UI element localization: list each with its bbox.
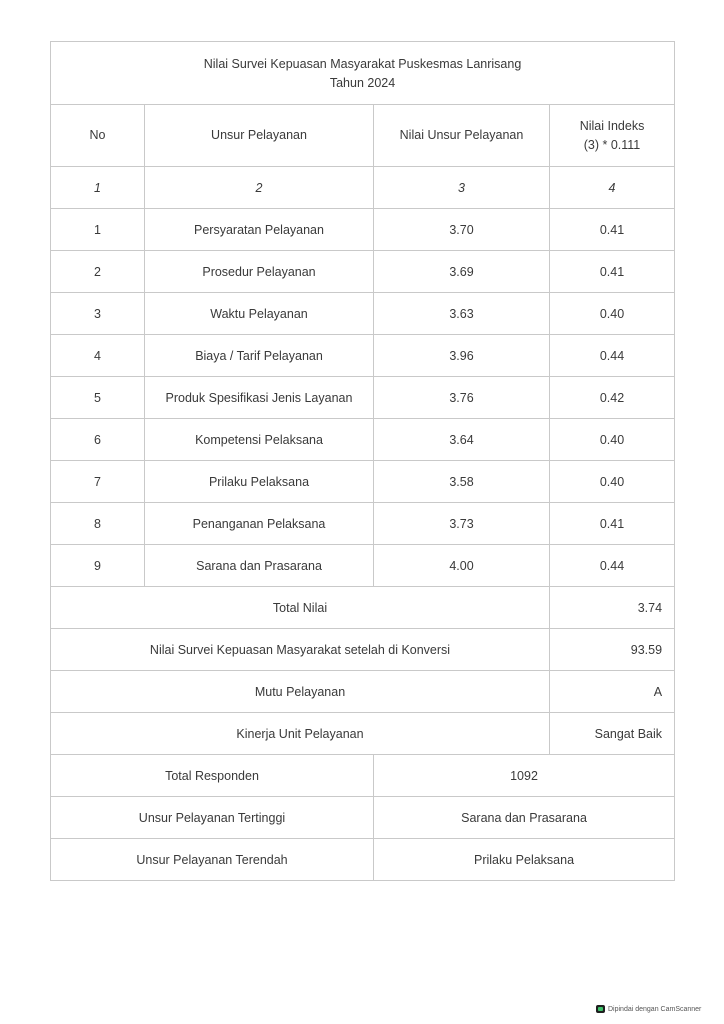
extra-value: 1092	[374, 755, 675, 797]
extra-row	[51, 797, 675, 839]
table-row	[51, 461, 675, 503]
summary-label: Kinerja Unit Pelayanan	[51, 713, 550, 755]
row-indeks: 0.44	[550, 335, 675, 377]
row-nilai: 3.96	[374, 335, 550, 377]
table-row	[51, 293, 675, 335]
column-number: 4	[550, 167, 675, 209]
row-no: 1	[51, 209, 145, 251]
row-no: 2	[51, 251, 145, 293]
row-nilai: 3.73	[374, 503, 550, 545]
extra-row	[51, 839, 675, 881]
summary-row	[51, 671, 675, 713]
row-unsur: Penanganan Pelaksana	[145, 503, 374, 545]
table-row	[51, 545, 675, 587]
summary-row	[51, 587, 675, 629]
row-no: 6	[51, 419, 145, 461]
row-indeks: 0.41	[550, 251, 675, 293]
row-indeks: 0.44	[550, 545, 675, 587]
row-unsur: Waktu Pelayanan	[145, 293, 374, 335]
column-number: 2	[145, 167, 374, 209]
table-row	[51, 251, 675, 293]
column-number: 3	[374, 167, 550, 209]
row-unsur: Biaya / Tarif Pelayanan	[145, 335, 374, 377]
summary-value: 93.59	[550, 629, 675, 671]
camscanner-text: Dipindai dengan CamScanner	[608, 1005, 702, 1013]
summary-row	[51, 713, 675, 755]
header-no: No	[51, 105, 145, 167]
row-nilai: 3.69	[374, 251, 550, 293]
table-row	[51, 377, 675, 419]
row-no: 3	[51, 293, 145, 335]
summary-value: 3.74	[550, 587, 675, 629]
summary-row	[51, 629, 675, 671]
extra-value: Prilaku Pelaksana	[374, 839, 675, 881]
row-nilai: 4.00	[374, 545, 550, 587]
row-indeks: 0.40	[550, 293, 675, 335]
row-nilai: 3.63	[374, 293, 550, 335]
extra-label: Total Responden	[51, 755, 374, 797]
row-no: 9	[51, 545, 145, 587]
row-nilai: 3.58	[374, 461, 550, 503]
row-nilai: 3.64	[374, 419, 550, 461]
summary-value: Sangat Baik	[550, 713, 675, 755]
extra-label: Unsur Pelayanan Tertinggi	[51, 797, 374, 839]
row-no: 5	[51, 377, 145, 419]
survey-table	[50, 41, 675, 881]
summary-value: A	[550, 671, 675, 713]
table-row	[51, 209, 675, 251]
row-unsur: Prosedur Pelayanan	[145, 251, 374, 293]
row-unsur: Sarana dan Prasarana	[145, 545, 374, 587]
row-nilai: 3.76	[374, 377, 550, 419]
title-line-2: Tahun 2024	[329, 75, 396, 90]
row-indeks: 0.41	[550, 503, 675, 545]
column-number-row	[51, 167, 675, 209]
extra-value: Sarana dan Prasarana	[374, 797, 675, 839]
summary-label: Nilai Survei Kepuasan Masyarakat setelah di Konversi	[51, 629, 550, 671]
header-nilai-indeks-line-1: Nilai Indeks	[579, 118, 645, 133]
summary-label: Mutu Pelayanan	[51, 671, 550, 713]
table-title	[51, 42, 675, 105]
header-unsur: Unsur Pelayanan	[145, 105, 374, 167]
row-unsur: Produk Spesifikasi Jenis Layanan	[145, 377, 374, 419]
row-indeks: 0.40	[550, 461, 675, 503]
row-indeks: 0.41	[550, 209, 675, 251]
row-no: 7	[51, 461, 145, 503]
table-row	[51, 503, 675, 545]
camscanner-icon	[596, 1005, 605, 1013]
summary-label: Total Nilai	[51, 587, 550, 629]
camscanner-stamp	[596, 1005, 701, 1013]
row-nilai: 3.70	[374, 209, 550, 251]
title-row	[51, 42, 675, 105]
table-row	[51, 335, 675, 377]
row-no: 8	[51, 503, 145, 545]
title-line-1: Nilai Survei Kepuasan Masyarakat Puskesmas Lanrisang	[203, 56, 522, 71]
extra-row	[51, 755, 675, 797]
row-no: 4	[51, 335, 145, 377]
row-unsur: Prilaku Pelaksana	[145, 461, 374, 503]
row-indeks: 0.42	[550, 377, 675, 419]
header-nilai-unsur: Nilai Unsur Pelayanan	[374, 105, 550, 167]
header-nilai-indeks	[550, 105, 675, 167]
row-indeks: 0.40	[550, 419, 675, 461]
row-unsur: Persyaratan Pelayanan	[145, 209, 374, 251]
header-row	[51, 105, 675, 167]
row-unsur: Kompetensi Pelaksana	[145, 419, 374, 461]
header-nilai-indeks-line-2: (3) * 0.111	[583, 137, 641, 152]
table-row	[51, 419, 675, 461]
column-number: 1	[51, 167, 145, 209]
extra-label: Unsur Pelayanan Terendah	[51, 839, 374, 881]
